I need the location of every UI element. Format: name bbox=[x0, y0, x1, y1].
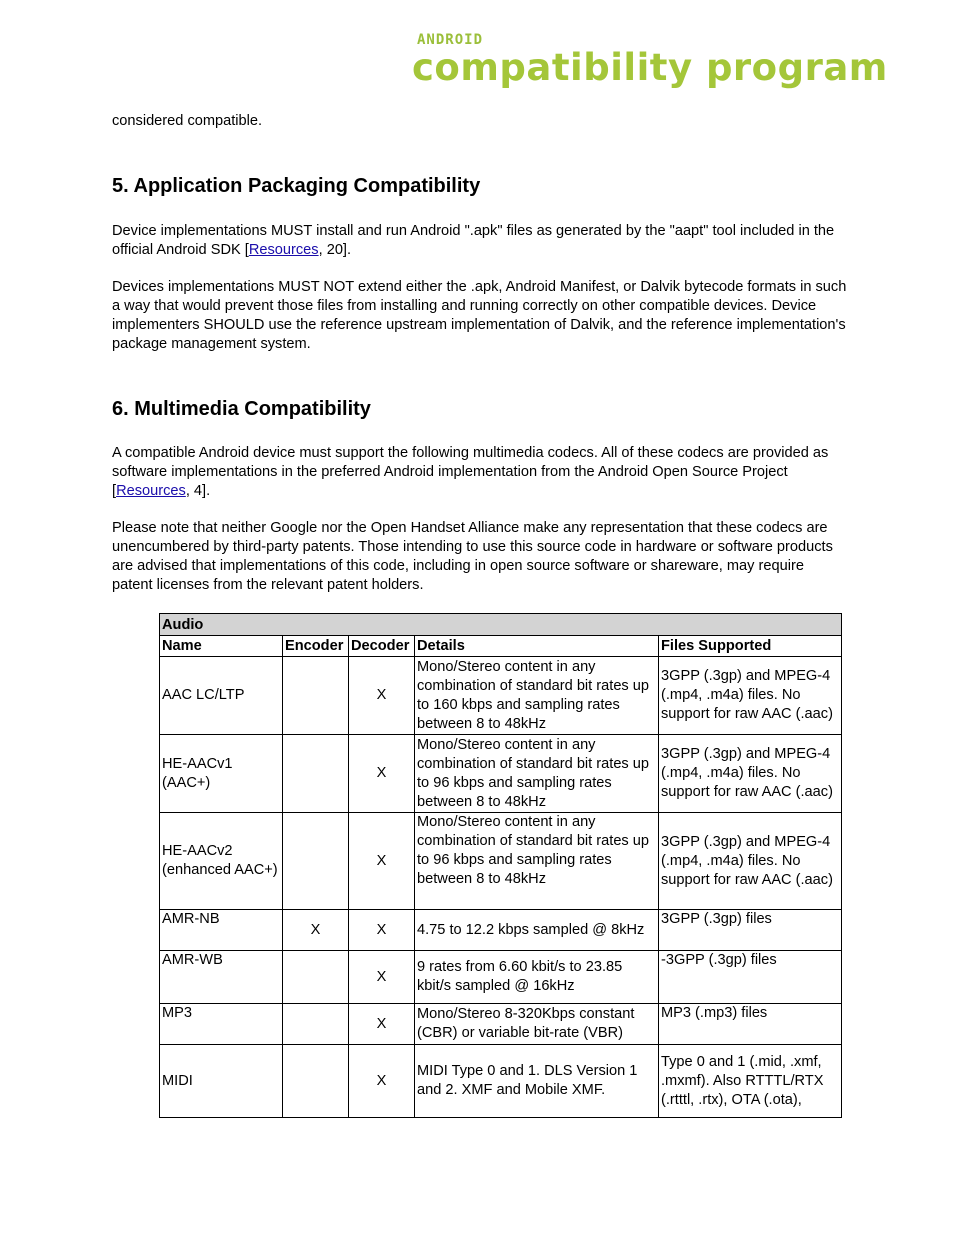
encoder-cell bbox=[283, 1004, 349, 1045]
audio-header-cell: Audio bbox=[160, 614, 842, 636]
table-row bbox=[160, 735, 842, 813]
section-5-paragraph-2: Devices implementations MUST NOT extend either the .apk, Android Manifest, or Dalvik bytecode formats in such a way that would prevent those files from installing and running correctly on other compatible devices. Device implementers SHOULD use the reference upstream implementation of Dalvik, and the reference implementation's package management system. bbox=[112, 279, 847, 352]
details-cell: Mono/Stereo 8-320Kbps constant (CBR) or variable bit-rate (VBR) bbox=[415, 1004, 659, 1045]
table-row bbox=[160, 1004, 842, 1045]
section-6-paragraph-1: A compatible Android device must support the following multimedia codecs. All of these codecs are provided as software implementations in the preferred Android implementation from the Android Open Source Project [Resources, 4]. bbox=[112, 445, 829, 499]
table-row bbox=[160, 813, 842, 910]
section-5-paragraph-1: Device implementations MUST install and run Android ".apk" files as generated by the "aapt" tool included in the official Android SDK [Resources, 20]. bbox=[112, 223, 835, 258]
files-cell: 3GPP (.3gp) and MPEG-4 (.mp4, .m4a) files. No support for raw AAC (.aac) bbox=[659, 657, 842, 735]
table-row bbox=[160, 951, 842, 1004]
audio-codecs-table bbox=[159, 613, 842, 1118]
codec-name: HE-AACv2 (enhanced AAC+) bbox=[160, 813, 283, 910]
codec-name: HE-AACv1 (AAC+) bbox=[160, 735, 283, 813]
resources-link[interactable]: Resources bbox=[116, 483, 186, 499]
encoder-cell bbox=[283, 735, 349, 813]
encoder-cell bbox=[283, 657, 349, 735]
details-cell: Mono/Stereo content in any combination of standard bit rates up to 96 kbps and sampling rates between 8 to 48kHz bbox=[415, 813, 659, 910]
resources-link[interactable]: Resources bbox=[248, 242, 319, 258]
section-6-paragraph-2: Please note that neither Google nor the Open Handset Alliance make any representation that these codecs are unencumbered by third-party patents. Those intending to use this source code in hardware or software products are advised that implementations of this code, including in open source software or shareware, may require patent licenses from the relevant patent holders. bbox=[112, 520, 833, 593]
details-cell: 9 rates from 6.60 kbit/s to 23.85 kbit/s sampled @ 16kHz bbox=[415, 951, 659, 1004]
files-cell: Type 0 and 1 (.mid, .xmf, .mxmf). Also RTTTL/RTX (.rtttl, .rtx), OTA (.ota), bbox=[659, 1045, 842, 1118]
codec-name: AAC LC/LTP bbox=[160, 657, 283, 735]
files-cell: 3GPP (.3gp) and MPEG-4 (.mp4, .m4a) files. No support for raw AAC (.aac) bbox=[659, 735, 842, 813]
header-decoder: Decoder bbox=[349, 636, 415, 657]
files-cell: 3GPP (.3gp) and MPEG-4 (.mp4, .m4a) files. No support for raw AAC (.aac) bbox=[659, 813, 842, 910]
decoder-cell: X bbox=[349, 910, 415, 951]
section-5-title: 5. Application Packaging Compatibility bbox=[112, 175, 481, 197]
codec-name: AMR-NB bbox=[160, 910, 283, 951]
codec-name: MIDI bbox=[160, 1045, 283, 1118]
encoder-cell bbox=[283, 1045, 349, 1118]
details-cell: Mono/Stereo content in any combination of standard bit rates up to 96 kbps and sampling rates between 8 to 48kHz bbox=[415, 735, 659, 813]
logo-title: compatibility program bbox=[412, 46, 888, 89]
decoder-cell: X bbox=[349, 1004, 415, 1045]
files-cell: 3GPP (.3gp) files bbox=[659, 910, 842, 951]
encoder-cell bbox=[283, 813, 349, 910]
decoder-cell: X bbox=[349, 1045, 415, 1118]
details-cell: Mono/Stereo content in any combination of standard bit rates up to 160 kbps and sampling rates between 8 to 48kHz bbox=[415, 657, 659, 735]
intro-text: considered compatible. bbox=[112, 113, 263, 129]
encoder-cell bbox=[283, 951, 349, 1004]
decoder-cell: X bbox=[349, 813, 415, 910]
table-row bbox=[160, 657, 842, 735]
header-details: Details bbox=[415, 636, 659, 657]
section-6-title: 6. Multimedia Compatibility bbox=[112, 398, 371, 420]
compatibility-program-logo bbox=[412, 32, 888, 94]
table-row bbox=[160, 910, 842, 951]
details-cell: MIDI Type 0 and 1. DLS Version 1 and 2. XMF and Mobile XMF. bbox=[415, 1045, 659, 1118]
table-row bbox=[160, 1045, 842, 1118]
header-files-supported: Files Supported bbox=[659, 636, 842, 657]
files-cell: MP3 (.mp3) files bbox=[659, 1004, 842, 1045]
codec-name: MP3 bbox=[160, 1004, 283, 1045]
decoder-cell: X bbox=[349, 735, 415, 813]
decoder-cell: X bbox=[349, 951, 415, 1004]
logo-android-text: ANDROID bbox=[417, 32, 484, 48]
header-encoder: Encoder bbox=[283, 636, 349, 657]
files-cell: -3GPP (.3gp) files bbox=[659, 951, 842, 1004]
table-header-row bbox=[160, 636, 842, 657]
table-section-header bbox=[160, 614, 842, 636]
header-name: Name bbox=[160, 636, 283, 657]
decoder-cell: X bbox=[349, 657, 415, 735]
details-cell: 4.75 to 12.2 kbps sampled @ 8kHz bbox=[415, 910, 659, 951]
encoder-cell: X bbox=[283, 910, 349, 951]
codec-name: AMR-WB bbox=[160, 951, 283, 1004]
